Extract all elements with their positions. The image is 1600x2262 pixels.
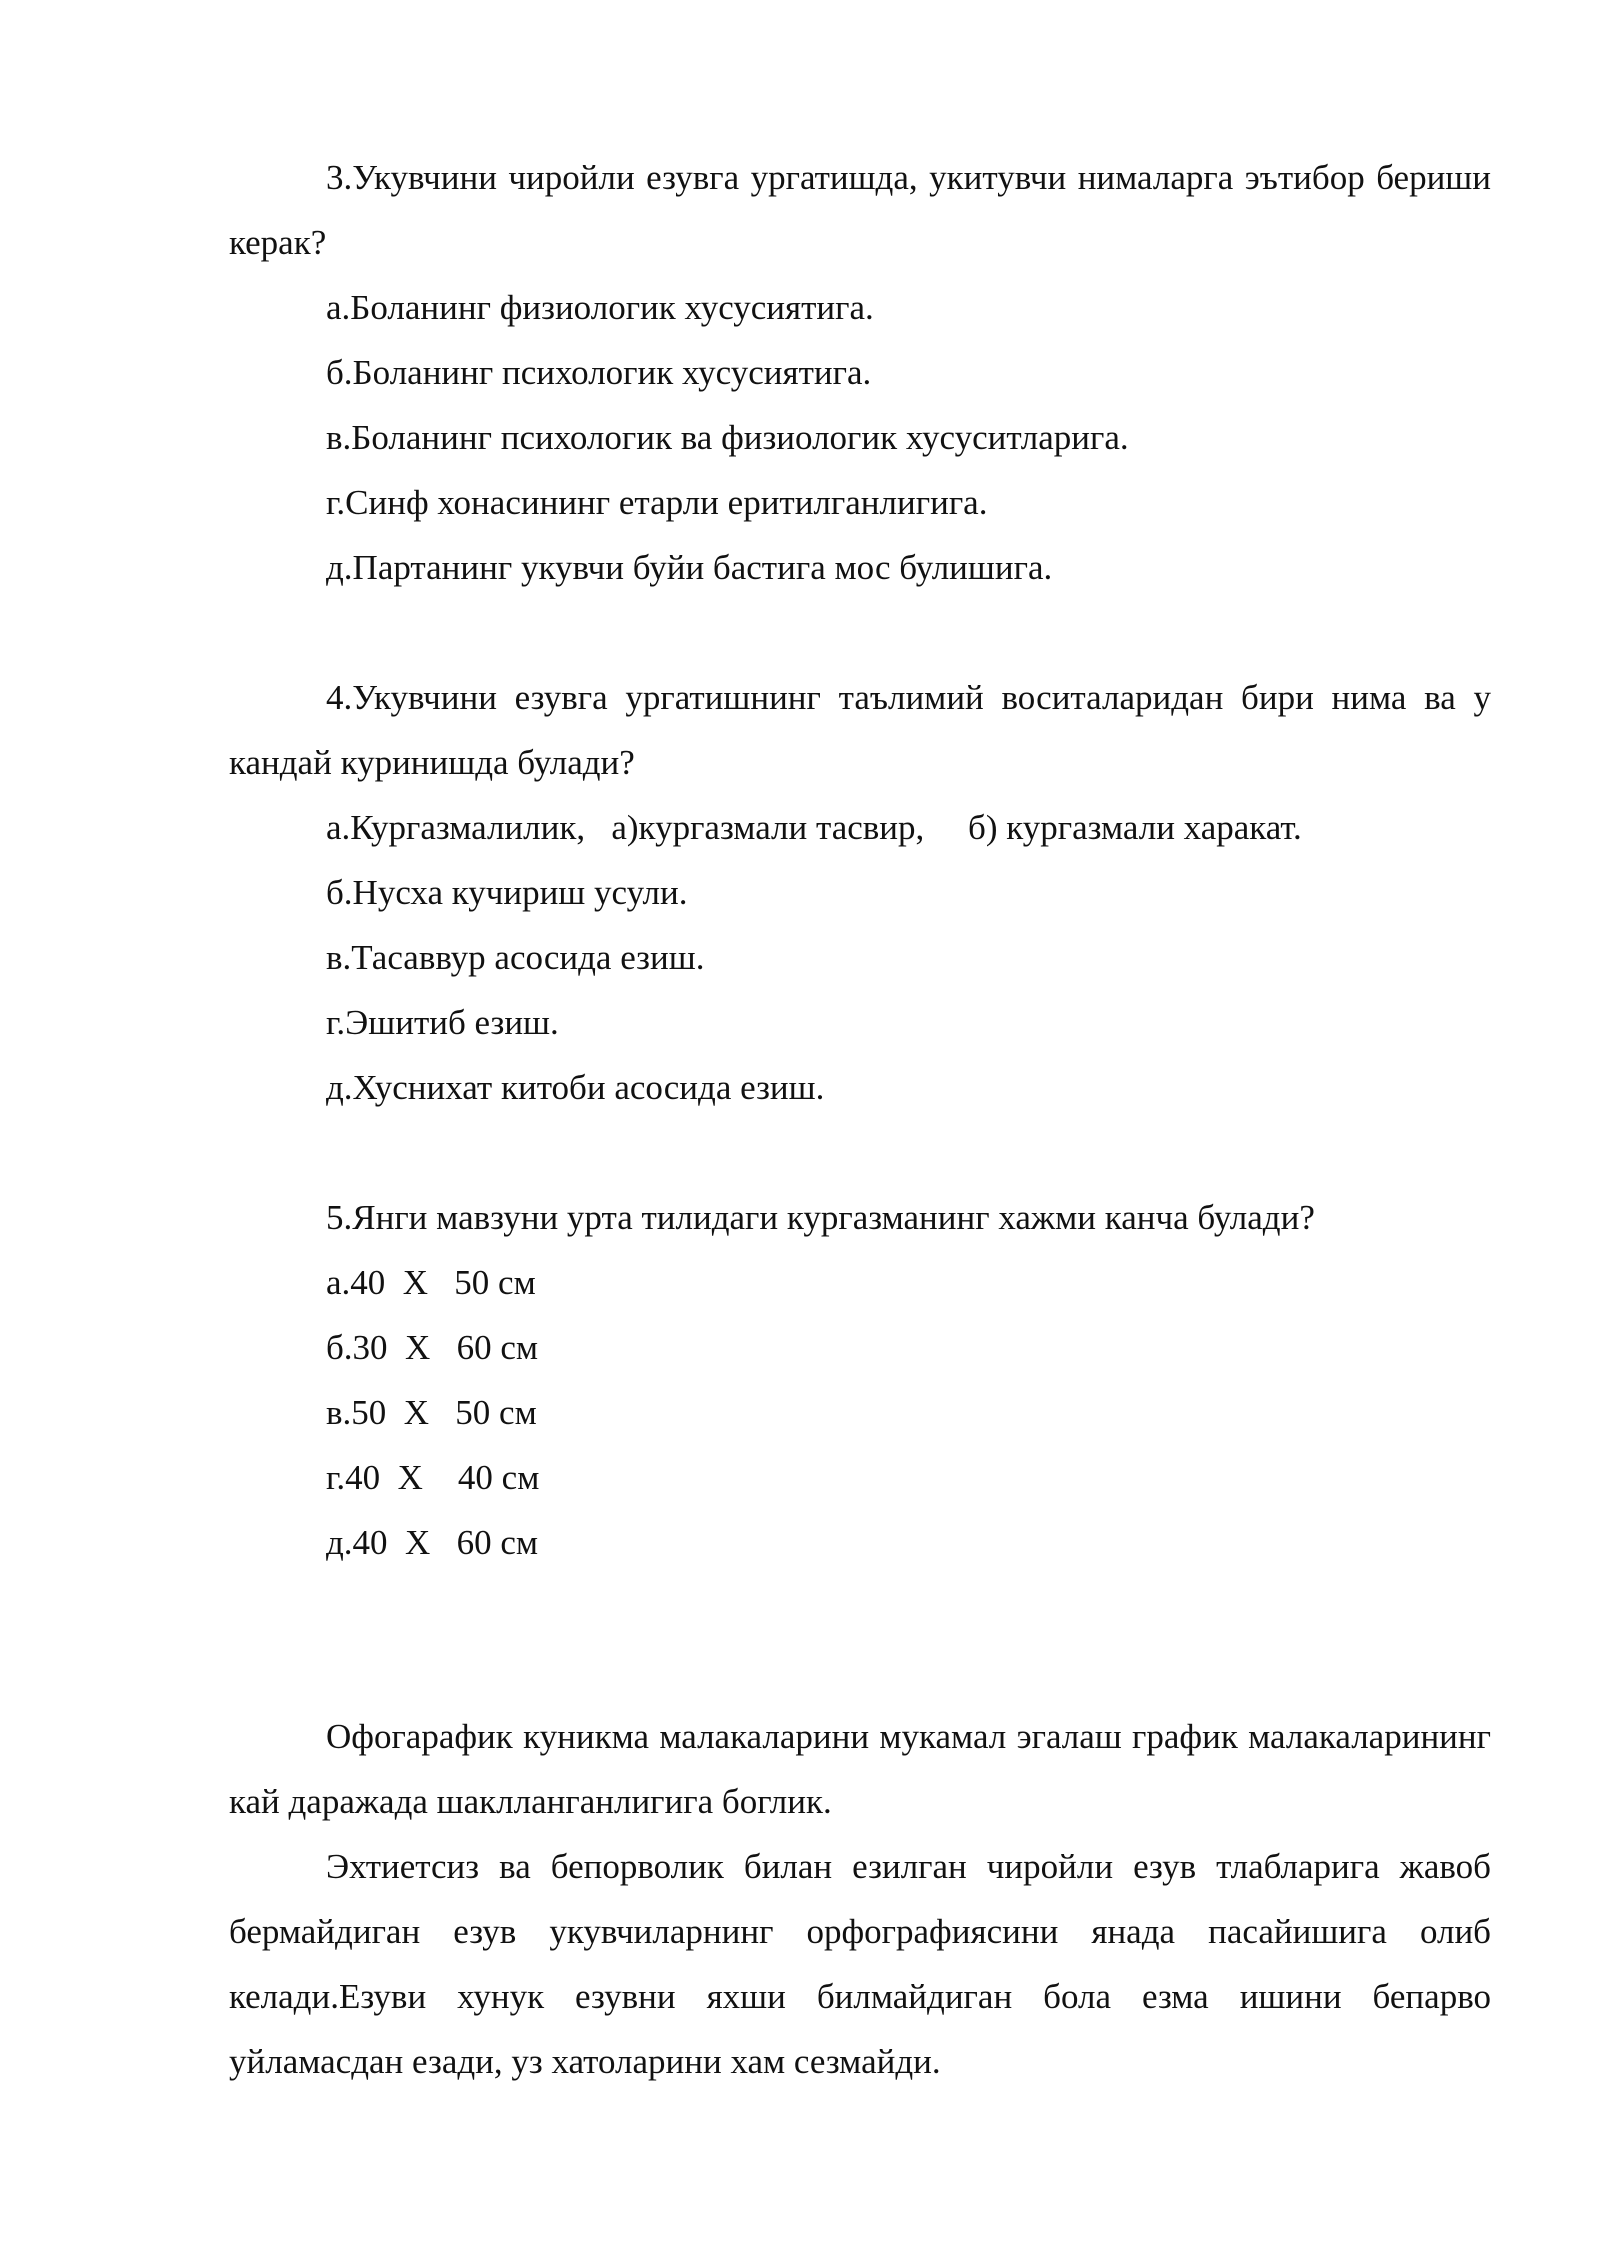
option-b: б.30 Х 60 см [326, 1328, 539, 1367]
option-g: г.Синф хонасининг етарли еритилганлигига. [326, 483, 988, 522]
option-a: а.40 Х 50 см [326, 1263, 536, 1302]
option-b: б.Боланинг психологик хусусиятига. [326, 353, 872, 392]
option-v: в.50 Х 50 см [326, 1393, 537, 1432]
option-a: а.Кургазмалилик, а)кургазмали тасвир, б) кургазмали харакат. [326, 808, 1302, 847]
question-text: 4.Укувчини езувга ургатишнинг таълимий воситаларидан бири нима ва у кандай куринишда булади? [229, 678, 1491, 782]
page-content [229, 145, 1491, 2094]
option-d: д.Партанинг укувчи буйи бастига мос булишига. [326, 548, 1053, 587]
body-paragraph-1: Офогарафик куникма малакаларини мукамал эгалаш график малакаларининг кай даражада шаклланганлигига боглик. [229, 1717, 1491, 1821]
option-d: д.40 Х 60 см [326, 1523, 539, 1562]
spacer [229, 600, 1491, 665]
body-paragraph-2: Эхтиетсиз ва бепорволик билан езилган чиройли езув тлабларига жавоб бермайдиган езув укувчиларнинг орфографиясини янада пасайишига олиб келади.Езуви хунук езувни яхши билмайдиган бола езма ишини бепарво уйламасдан езади, уз хатоларини хам сезмайди. [229, 1847, 1491, 2081]
option-g: г.40 Х 40 см [326, 1458, 540, 1497]
question-text: 5.Янги мавзуни урта тилидаги кургазманинг хажми канча булади? [326, 1198, 1315, 1237]
spacer [229, 1120, 1491, 1185]
spacer [229, 1575, 1491, 1704]
option-b: б.Нусха кучириш усули. [326, 873, 688, 912]
question-4 [229, 665, 1491, 1120]
option-v: в.Тасаввур асосида езиш. [326, 938, 705, 977]
option-d: д.Хуснихат китоби асосида езиш. [326, 1068, 825, 1107]
question-5 [229, 1185, 1491, 1575]
option-g: г.Эшитиб езиш. [326, 1003, 559, 1042]
question-3 [229, 145, 1491, 600]
option-a: а.Боланинг физиологик хусусиятига. [326, 288, 874, 327]
option-v: в.Боланинг психологик ва физиологик хусуситларига. [326, 418, 1129, 457]
question-text: 3.Укувчини чиройли езувга ургатишда, укитувчи нималарга эътибор бериши керак? [229, 158, 1491, 262]
